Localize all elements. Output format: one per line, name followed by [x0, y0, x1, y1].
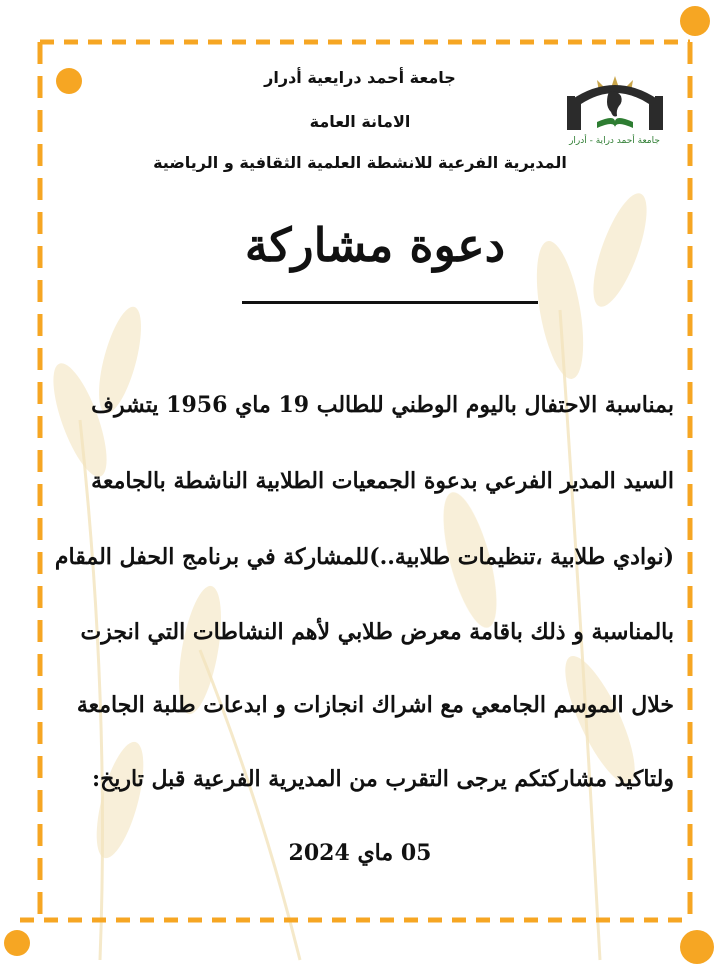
page-title: دعوة مشاركة [244, 218, 506, 272]
body-line: خلال الموسم الجامعي مع اشراك انجازات و ابدعات طلبة الجامعة [76, 692, 674, 718]
body-line: السيد المدير الفرعي بدعوة الجمعيات الطلابية الناشطة بالجامعة [91, 468, 674, 494]
body-line: بمناسبة الاحتفال باليوم الوطني للطالب 19 ماي 1956 يتشرف [91, 392, 674, 418]
body-line: ولتاكيد مشاركتكم يرجى التقرب من المديرية الفرعية قبل تاريخ: [91, 766, 674, 792]
logo-caption: جامعة أحمد دراية - أدرار [569, 136, 660, 146]
body-line: (نوادي طلابية ،تنظيمات طلابية..)للمشاركة في برنامج الحفل المقام [54, 544, 674, 570]
body-line: بالمناسبة و ذلك باقامة معرض طلابي لأهم النشاطات التي انجزت [80, 619, 674, 645]
deadline-date: 05 ماي 2024 [288, 840, 432, 866]
secretariat-name: الامانة العامة [309, 112, 411, 131]
title-underline [242, 301, 538, 304]
university-name: جامعة أحمد درايعية أدرار [264, 68, 456, 87]
directorate-name: المديرية الفرعية للانشطة العلمية الثقافية و الرياضية [153, 153, 567, 172]
